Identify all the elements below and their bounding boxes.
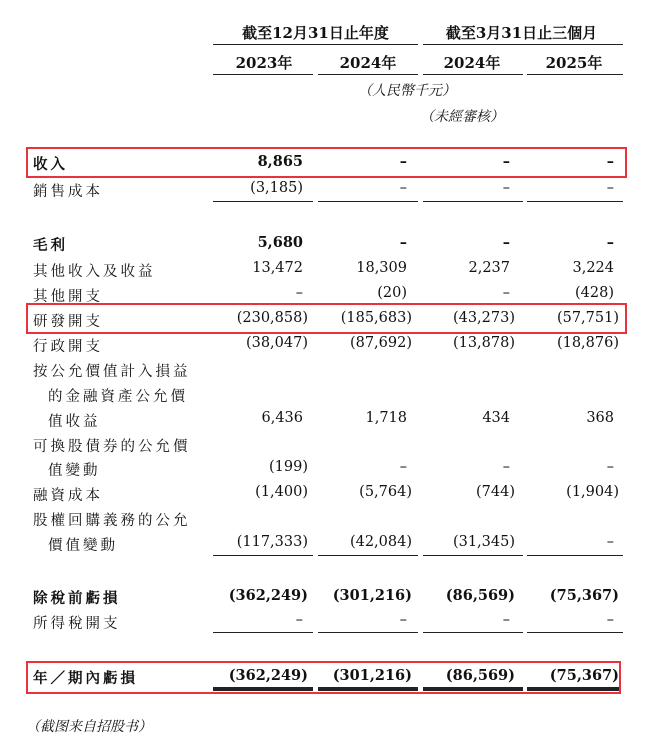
value-finance-2024q1: (744) xyxy=(476,484,515,500)
value-net-loss-2025q1: (75,367) xyxy=(549,667,619,684)
value-net-loss-2024q1: (86,569) xyxy=(445,667,515,684)
value-other-income-2024: 18,309 xyxy=(356,260,407,276)
value-redemption-2024q1: (31,345) xyxy=(452,534,515,550)
value-fvtpl-2024q1: 434 xyxy=(482,410,510,426)
row-label-fvtpl-line2: 的金融資產公允價 xyxy=(48,389,188,405)
value-gross-profit-2024q1: – xyxy=(502,234,510,251)
row-label-admin-expenses: 行政開支 xyxy=(33,339,103,355)
tax-line-4 xyxy=(527,632,623,633)
value-tax-2024q1: – xyxy=(502,612,510,628)
column-underline-3 xyxy=(423,74,523,75)
value-admin-2023: (38,047) xyxy=(245,335,308,351)
value-cost-of-sales-2023: (3,185) xyxy=(250,180,303,196)
value-fvtpl-2024: 1,718 xyxy=(365,410,407,426)
row-label-rnd-expenses: 研發開支 xyxy=(33,314,103,330)
value-net-loss-2023: (362,249) xyxy=(228,667,308,684)
value-net-loss-2024: (301,216) xyxy=(332,667,412,684)
value-rnd-2025q1: (57,751) xyxy=(556,310,619,326)
tax-line-1 xyxy=(213,632,313,633)
tax-line-2 xyxy=(318,632,418,633)
row-label-convertible-line2: 值變動 xyxy=(48,463,101,479)
total-double-line-3 xyxy=(423,687,523,691)
value-convertible-2024: – xyxy=(399,459,407,475)
column-underline-2 xyxy=(318,74,418,75)
column-underline-1 xyxy=(213,74,313,75)
column-header-2024-q1: 2024年 xyxy=(443,54,501,72)
value-cost-of-sales-2025q1: – xyxy=(606,180,614,196)
column-header-2023: 2023年 xyxy=(235,54,293,72)
row-label-finance-costs: 融資成本 xyxy=(33,488,103,504)
subtotal-line-3 xyxy=(423,201,523,202)
value-other-income-2023: 13,472 xyxy=(252,260,303,276)
value-gross-profit-2024: – xyxy=(399,234,407,251)
value-pretax-2024: (301,216) xyxy=(332,587,412,604)
pretax-line-1 xyxy=(213,555,313,556)
row-label-gross-profit: 毛利 xyxy=(33,237,68,254)
value-other-expenses-2023: – xyxy=(295,285,303,301)
value-admin-2025q1: (18,876) xyxy=(556,335,619,351)
subtotal-line-1 xyxy=(213,201,313,202)
row-label-convertible-line1: 可換股債券的公允價 xyxy=(33,439,191,455)
row-label-other-income: 其他收入及收益 xyxy=(33,264,156,280)
value-gross-profit-2023: 5,680 xyxy=(257,234,303,251)
value-redemption-2024: (42,084) xyxy=(349,534,412,550)
value-revenue-2024q1: – xyxy=(502,153,510,170)
unit-note: （人民幣千元） xyxy=(358,83,456,99)
value-pretax-2025q1: (75,367) xyxy=(549,587,619,604)
value-pretax-2023: (362,249) xyxy=(228,587,308,604)
value-finance-2024: (5,764) xyxy=(359,484,412,500)
value-tax-2025q1: – xyxy=(606,612,614,628)
value-other-income-2025q1: 3,224 xyxy=(572,260,614,276)
row-label-fvtpl-line3: 值收益 xyxy=(48,414,101,430)
value-finance-2025q1: (1,904) xyxy=(566,484,619,500)
value-rnd-2024q1: (43,273) xyxy=(452,310,515,326)
row-label-redemption-line2: 價值變動 xyxy=(48,538,118,554)
header-underline-quarter xyxy=(423,44,623,45)
header-group-quarter: 截至3月31日止三個月 xyxy=(445,24,598,42)
pretax-line-4 xyxy=(527,555,623,556)
value-tax-2023: – xyxy=(295,612,303,628)
value-fvtpl-2025q1: 368 xyxy=(586,410,614,426)
row-label-net-loss: 年／期內虧損 xyxy=(33,670,138,687)
value-rnd-2024: (185,683) xyxy=(340,310,412,326)
value-revenue-2025q1: – xyxy=(606,153,614,170)
row-label-income-tax: 所得稅開支 xyxy=(33,616,121,632)
value-finance-2023: (1,400) xyxy=(255,484,308,500)
value-admin-2024q1: (13,878) xyxy=(452,335,515,351)
value-redemption-2023: (117,333) xyxy=(236,534,308,550)
value-tax-2024: – xyxy=(399,612,407,628)
value-fvtpl-2023: 6,436 xyxy=(261,410,303,426)
total-double-line-2 xyxy=(318,687,418,691)
value-convertible-2024q1: – xyxy=(502,459,510,475)
row-label-loss-before-tax: 除稅前虧損 xyxy=(33,590,121,607)
value-other-expenses-2025q1: (428) xyxy=(575,285,614,301)
unaudited-note: （未經審核） xyxy=(420,109,504,125)
value-revenue-2023: 8,865 xyxy=(257,153,303,170)
value-convertible-2023: (199) xyxy=(269,459,308,475)
tax-line-3 xyxy=(423,632,523,633)
value-cost-of-sales-2024q1: – xyxy=(502,180,510,196)
value-cost-of-sales-2024: – xyxy=(399,180,407,196)
column-header-2025-q1: 2025年 xyxy=(545,54,603,72)
source-caption: （截图来自招股书） xyxy=(26,719,152,735)
value-other-expenses-2024q1: – xyxy=(502,285,510,301)
value-rnd-2023: (230,858) xyxy=(236,310,308,326)
header-underline-year xyxy=(213,44,418,45)
subtotal-line-4 xyxy=(527,201,623,202)
value-admin-2024: (87,692) xyxy=(349,335,412,351)
value-other-income-2024q1: 2,237 xyxy=(468,260,510,276)
value-other-expenses-2024: (20) xyxy=(377,285,407,301)
row-label-redemption-line1: 股權回購義務的公允 xyxy=(33,513,191,529)
total-double-line-4 xyxy=(527,687,619,691)
row-label-revenue: 收入 xyxy=(33,156,68,173)
value-convertible-2025q1: – xyxy=(606,459,614,475)
column-header-2024: 2024年 xyxy=(339,54,397,72)
subtotal-line-2 xyxy=(318,201,418,202)
pretax-line-3 xyxy=(423,555,523,556)
value-redemption-2025q1: – xyxy=(606,534,614,550)
value-gross-profit-2025q1: – xyxy=(606,234,614,251)
column-underline-4 xyxy=(527,74,623,75)
total-double-line-1 xyxy=(213,687,313,691)
header-group-year: 截至12月31日止年度 xyxy=(242,24,389,42)
row-label-other-expenses: 其他開支 xyxy=(33,289,103,305)
value-pretax-2024q1: (86,569) xyxy=(445,587,515,604)
row-label-cost-of-sales: 銷售成本 xyxy=(33,184,103,200)
pretax-line-2 xyxy=(318,555,418,556)
row-label-fvtpl-line1: 按公允價值計入損益 xyxy=(33,364,191,380)
value-revenue-2024: – xyxy=(399,153,407,170)
